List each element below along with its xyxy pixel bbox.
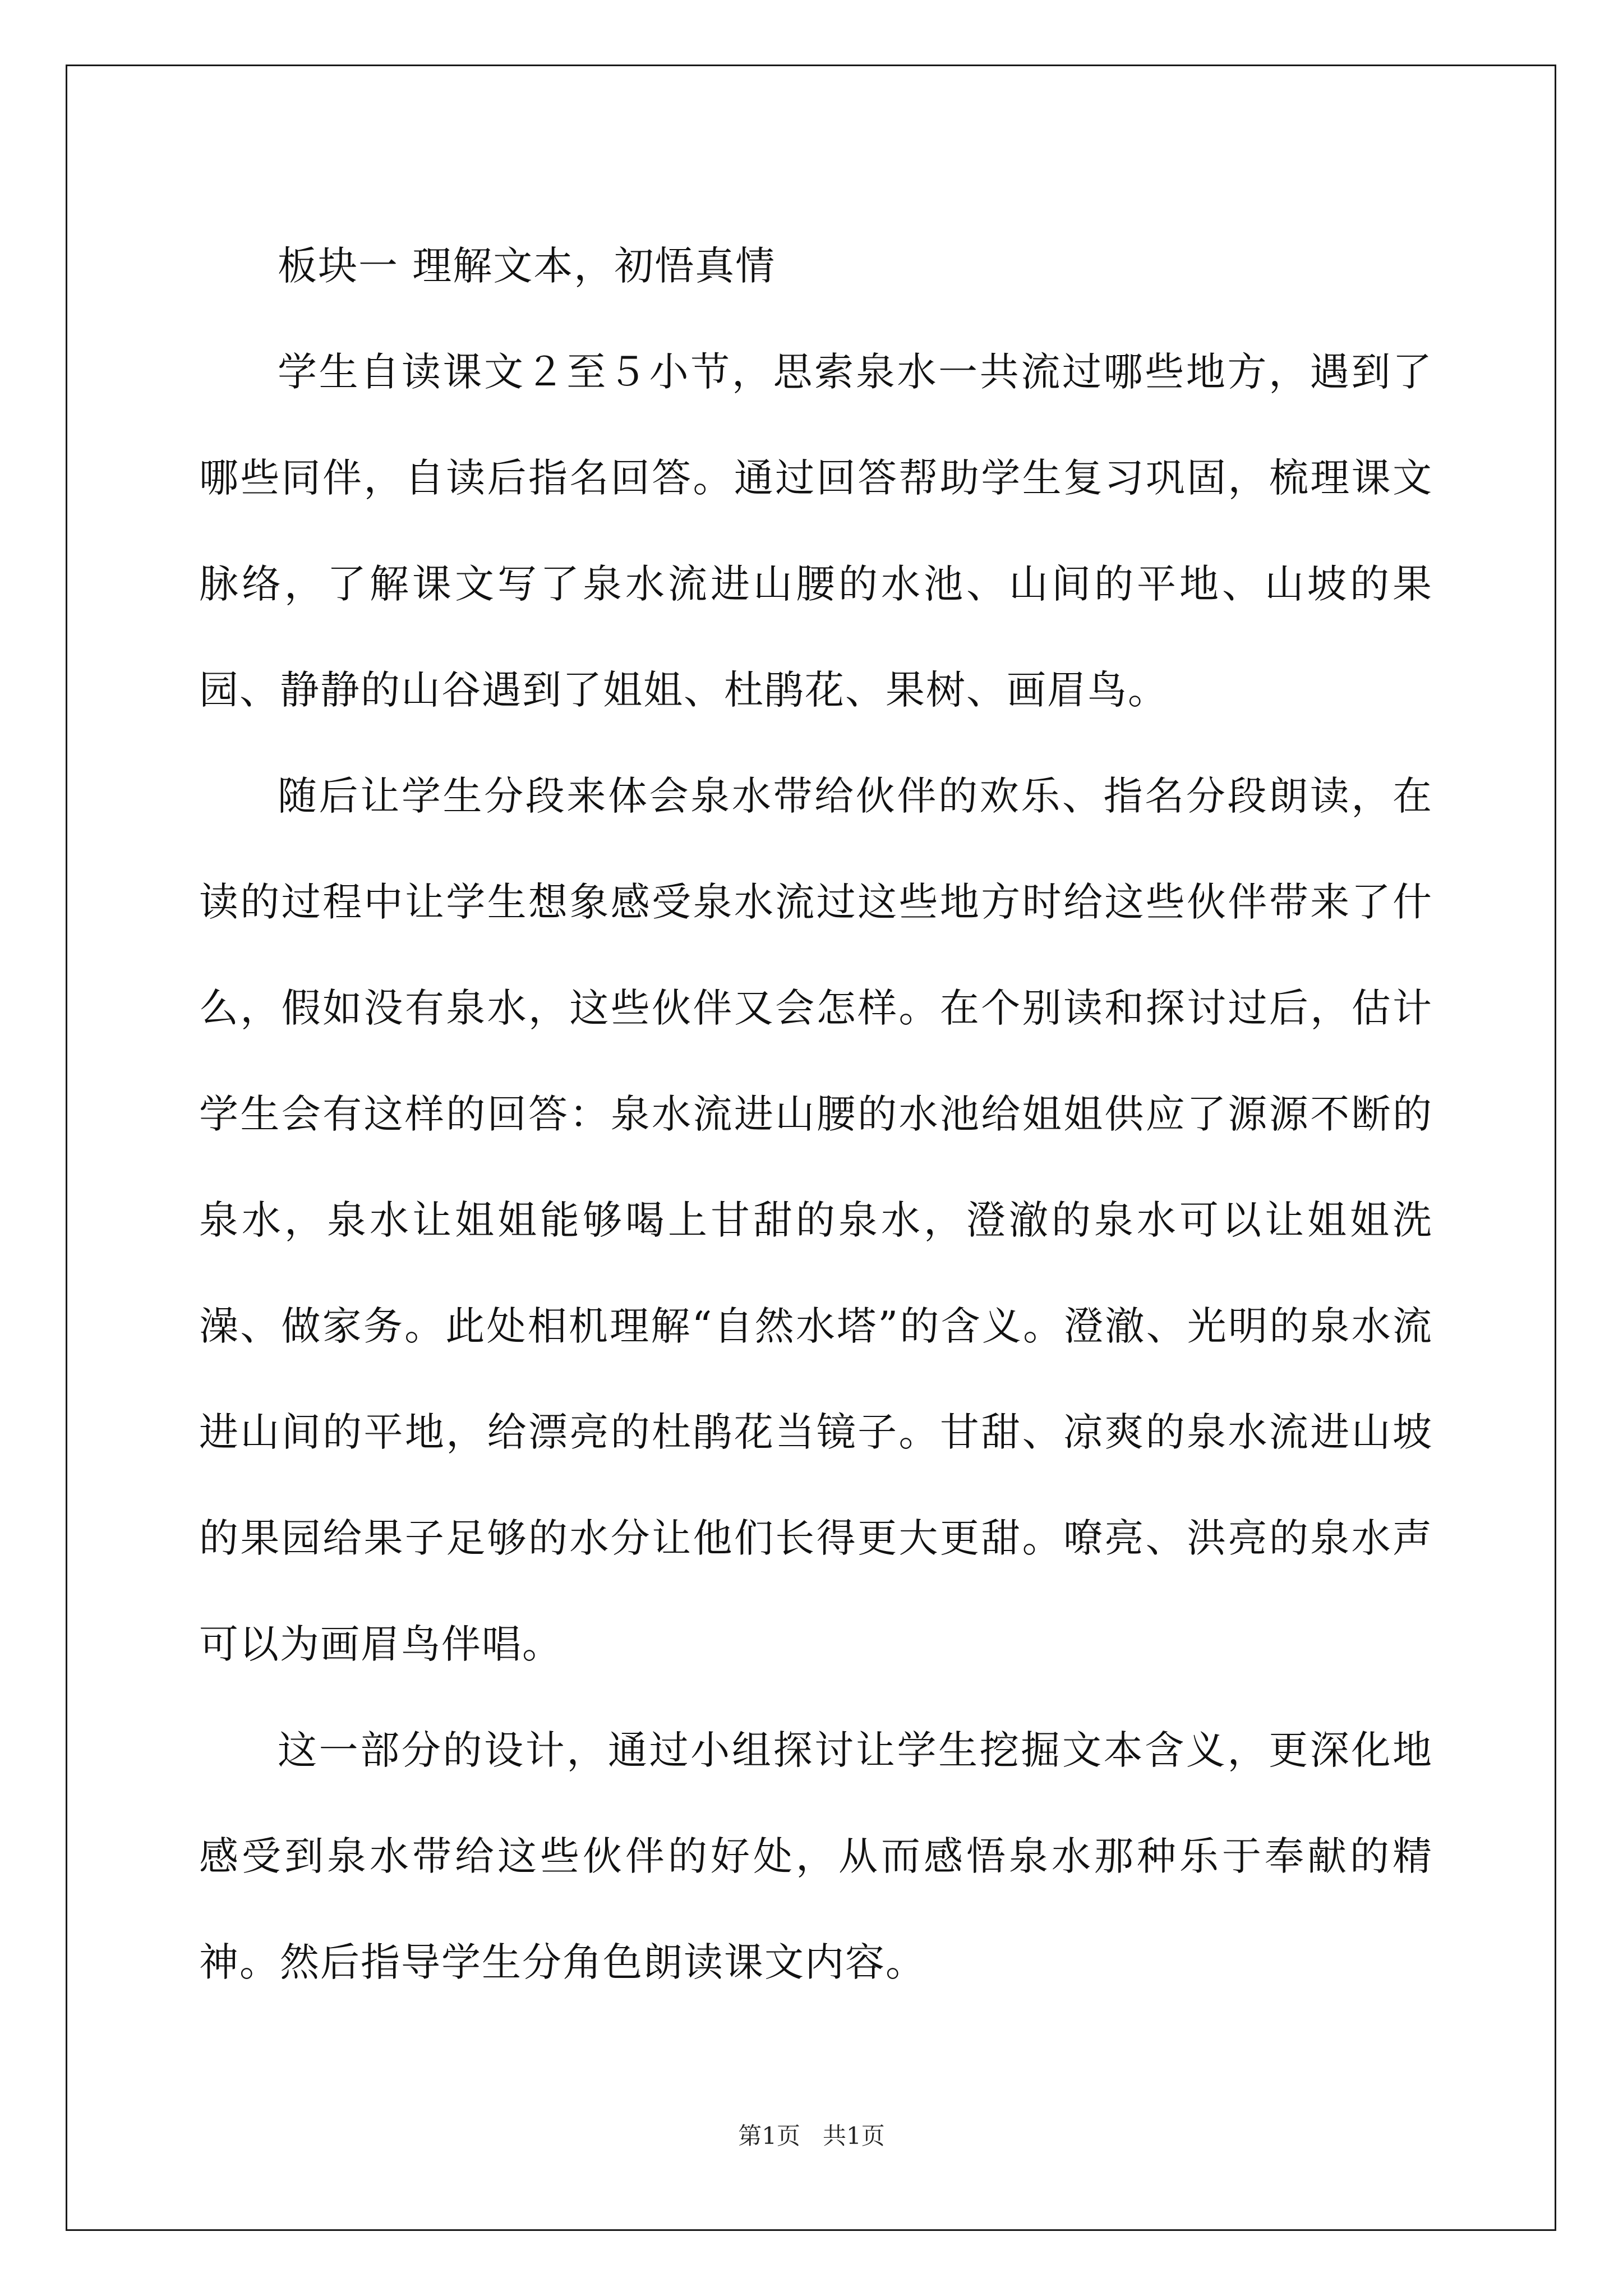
section-heading: 板块一 理解文本，初悟真情	[278, 243, 776, 289]
page-number: 第1页	[738, 2122, 800, 2150]
paragraph-2: 随后让学生分段来体会泉水带给伙伴的欢乐、指名分段朗读，在读的过程中让学生想象感受泉水流过这些地方时给这些伙伴带来了什么，假如没有泉水，这些伙伴又会怎样。在个别读和探讨过后，估计学生会有这样的回答：泉水流进山腰的水池给姐姐供应了源源不断的泉水，泉水让姐姐能够喝上甘甜的泉水，澄澈的泉水可以让姐姐洗澡、做家务。此处相机理解“自然水塔”的含义。澄澈、光明的泉水流进山间的平地，给漂亮的杜鹃花当镜子。甘甜、凉爽的泉水流进山坡的果园给果子足够的水分让他们长得更大更甜。嘹亮、洪亮的泉水声可以为画眉鸟伴唱。	[199, 773, 1433, 1667]
page-footer	[0, 2118, 1623, 2151]
paragraph-1: 学生自读课文２至５小节，思索泉水一共流过哪些地方，遇到了哪些同伴，自读后指名回答。通过回答帮助学生复习巩固，梳理课文脉络，了解课文写了泉水流进山腰的水池、山间的平地、山坡的果园、静静的山谷遇到了姐姐、杜鹃花、果树、画眉鸟。	[199, 349, 1433, 713]
document-body	[199, 213, 1433, 2016]
page-total: 共1页	[823, 2122, 885, 2150]
paragraph-3: 这一部分的设计，通过小组探讨让学生挖掘文本含义，更深化地感受到泉水带给这些伙伴的好处，从而感悟泉水那种乐于奉献的精神。然后指导学生分角色朗读课文内容。	[199, 1727, 1433, 1985]
